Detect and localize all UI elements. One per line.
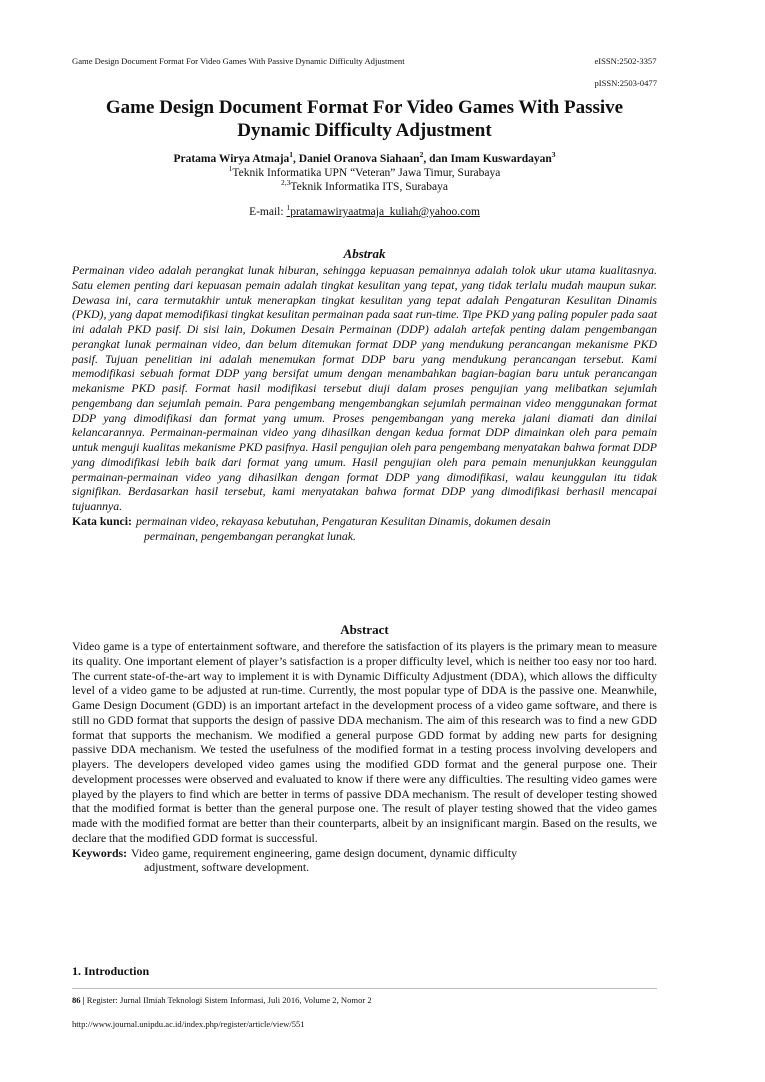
kata-kunci-label: Kata kunci: bbox=[72, 513, 132, 528]
keywords-line-1: Video game, requirement engineering, game design document, dynamic difficulty bbox=[131, 845, 518, 860]
kata-kunci-line-1: permainan video, rekayasa kebutuhan, Pengaturan Kesulitan Dinamis, dokumen desain bbox=[135, 513, 551, 528]
email-label: E-mail: bbox=[249, 206, 287, 218]
footer-separator: | bbox=[80, 995, 87, 1005]
kata-kunci bbox=[72, 514, 657, 529]
author-1-sup: 1 bbox=[289, 150, 294, 160]
author-1: Pratama Wirya Atmaja bbox=[173, 153, 290, 165]
running-head-title: Game Design Document Format For Video Games With Passive Dynamic Difficulty Adjustment bbox=[72, 56, 405, 66]
affiliation-2-sup: 2,3 bbox=[281, 178, 291, 188]
affiliation-1 bbox=[72, 166, 657, 180]
affiliation-2-text: Teknik Informatika ITS, Surabaya bbox=[290, 181, 448, 193]
keywords bbox=[72, 846, 657, 861]
issn-block bbox=[594, 56, 657, 100]
abstract-section bbox=[72, 639, 657, 875]
author-names bbox=[72, 152, 657, 166]
author-2: , Daniel Oranova Siahaan bbox=[293, 153, 420, 165]
introduction-heading: 1. Introduction bbox=[72, 964, 150, 978]
keywords-label: Keywords: bbox=[72, 845, 128, 860]
email-sup: 1 bbox=[286, 203, 291, 213]
author-2-sup: 2 bbox=[419, 150, 424, 160]
eissn: eISSN:2502-3357 bbox=[594, 56, 657, 66]
footer-citation bbox=[72, 995, 372, 1006]
author-3-sup: 3 bbox=[551, 150, 556, 160]
affiliation-1-sup: 1 bbox=[228, 164, 233, 174]
abstract-heading: Abstract bbox=[340, 622, 389, 637]
paper-title bbox=[72, 96, 657, 142]
abstrak-body: Permainan video adalah perangkat lunak hiburan, sehingga kepuasan pemainnya adalah tolok ukur utama kualitasnya. Satu elemen penting dari kepuasan pemain adalah tingkat kesulitan yang tepat, yang tidak terlalu mudah maupun sukar. Dewasa ini, cara termutakhir untuk menerapkan tingkat kesulitan yang tepat adalah Pengaturan Kesulitan Dinamis (PKD), yang dapat memodifikasi tingkat kesulitan permainan pada saat run-time. Tipe PKD yang paling populer pada saat ini adalah PKD pasif. Di sisi lain, Dokumen Desain Permainan (DDP) adalah artefak penting dalam pengembangan perangkat lunak permainan video, dan belum ditemukan format DDP yang mendukung perancangan mekanisme PKD pasif. Tujuan penelitian ini adalah menemukan format DDP baru yang mendukung perancangan tersebut. Kami memodifikasi sebuah format DDP yang bersifat umum dengan menambahkan bagian-bagian baru untuk perancangan mekanisme PKD pasif. Format hasil modifikasi tersebut diuji dalam proses pengujian yang melibatkan sejumlah pengembang dan sejumlah pemain. Para pengembang mengembangkan sejumlah permainan video menggunakan format DDP yang dimodifikasi dan format yang umum. Proses pengembangan yang mereka jalani diamati dan dinilai kelancarannya. Permainan-permainan video yang dihasilkan dengan kedua format DDP dimainkan oleh para pemain untuk menguji kualitas mekanisme PKD pasifnya. Hasil pengujian oleh para pengembang menyatakan bahwa format DDP yang dimodifikasi lebih baik dari format yang umum. Hasil pengujian oleh para pemain menunjukkan keunggulan permainan-permainan video yang dihasilkan dengan format DDP yang dimodifikasi, walau keunggulan itu tidak signifikan. Berdasarkan hasil tersebut, kami menyatakan bahwa format DDP yang dimodifikasi berhasil mencapai tujuannya. bbox=[72, 263, 657, 513]
abstrak-heading: Abstrak bbox=[343, 246, 386, 261]
email-address: pratamawiryaatmaja_kuliah@yahoo.com bbox=[290, 206, 480, 218]
email-line bbox=[72, 205, 657, 219]
author-3: , dan Imam Kuswardayan bbox=[423, 153, 552, 165]
footer-divider bbox=[72, 988, 657, 989]
abstract-body: Video game is a type of entertainment software, and therefore the satisfaction of its players is the primary mean to measure its quality. One important element of player’s satisfaction is a proper difficulty level, which is neither too easy nor too hard. The current state-of-the-art way to implement it is with Dynamic Difficulty Adjustment (DDA), which allows the difficulty level of a video game to be adjusted at run-time. Currently, the most popular type of DDA is the passive one. Meanwhile, Game Design Document (GDD) is an important artefact in the development process of a video game software, and there is still no GDD format that supports the design of passive DDA mechanism. The aim of this research was to find a new GDD format that supports the mechanism. We modified a general purpose GDD format by adding new parts for designing passive DDA mechanism. We tested the usefulness of the modified format in a testing process involving developers and players. The developers developed video games using the modified GDD format and the general purpose one. Their development processes were observed and evaluated to know if there were any difficulties. The resulting video games were played by the players to find which are better in terms of passive DDA mechanism. The result of developer testing showed that the modified format is better than the general purpose one. The result of player testing showed that the video games made with the modified format are better than their counterparts, albeit by an insignificant margin. Based on the results, we declare that the modified GDD format is successful. bbox=[72, 639, 657, 845]
affiliation-2 bbox=[72, 180, 657, 194]
article-url[interactable]: http://www.journal.unipdu.ac.id/index.php/register/article/view/551 bbox=[72, 1019, 305, 1029]
pissn: pISSN:2503-0477 bbox=[594, 78, 657, 88]
affiliation-1-text: Teknik Informatika UPN “Veteran” Jawa Timur, Surabaya bbox=[232, 167, 501, 179]
author-block bbox=[72, 152, 657, 219]
keywords-line-2: adjustment, software development. bbox=[144, 860, 310, 875]
email-link[interactable] bbox=[286, 203, 480, 218]
kata-kunci-line-2: permainan, pengembangan perangkat lunak. bbox=[144, 528, 356, 543]
paper-title-line-1: Game Design Document Format For Video Games With Passive bbox=[105, 97, 624, 118]
paper-title-line-2: Dynamic Difficulty Adjustment bbox=[237, 120, 492, 141]
abstrak-section bbox=[72, 263, 657, 543]
page-number: 86 bbox=[72, 995, 81, 1005]
journal-citation: Register: Jurnal Ilmiah Teknologi Sistem Informasi, Juli 2016, Volume 2, Nomor 2 bbox=[86, 995, 372, 1005]
